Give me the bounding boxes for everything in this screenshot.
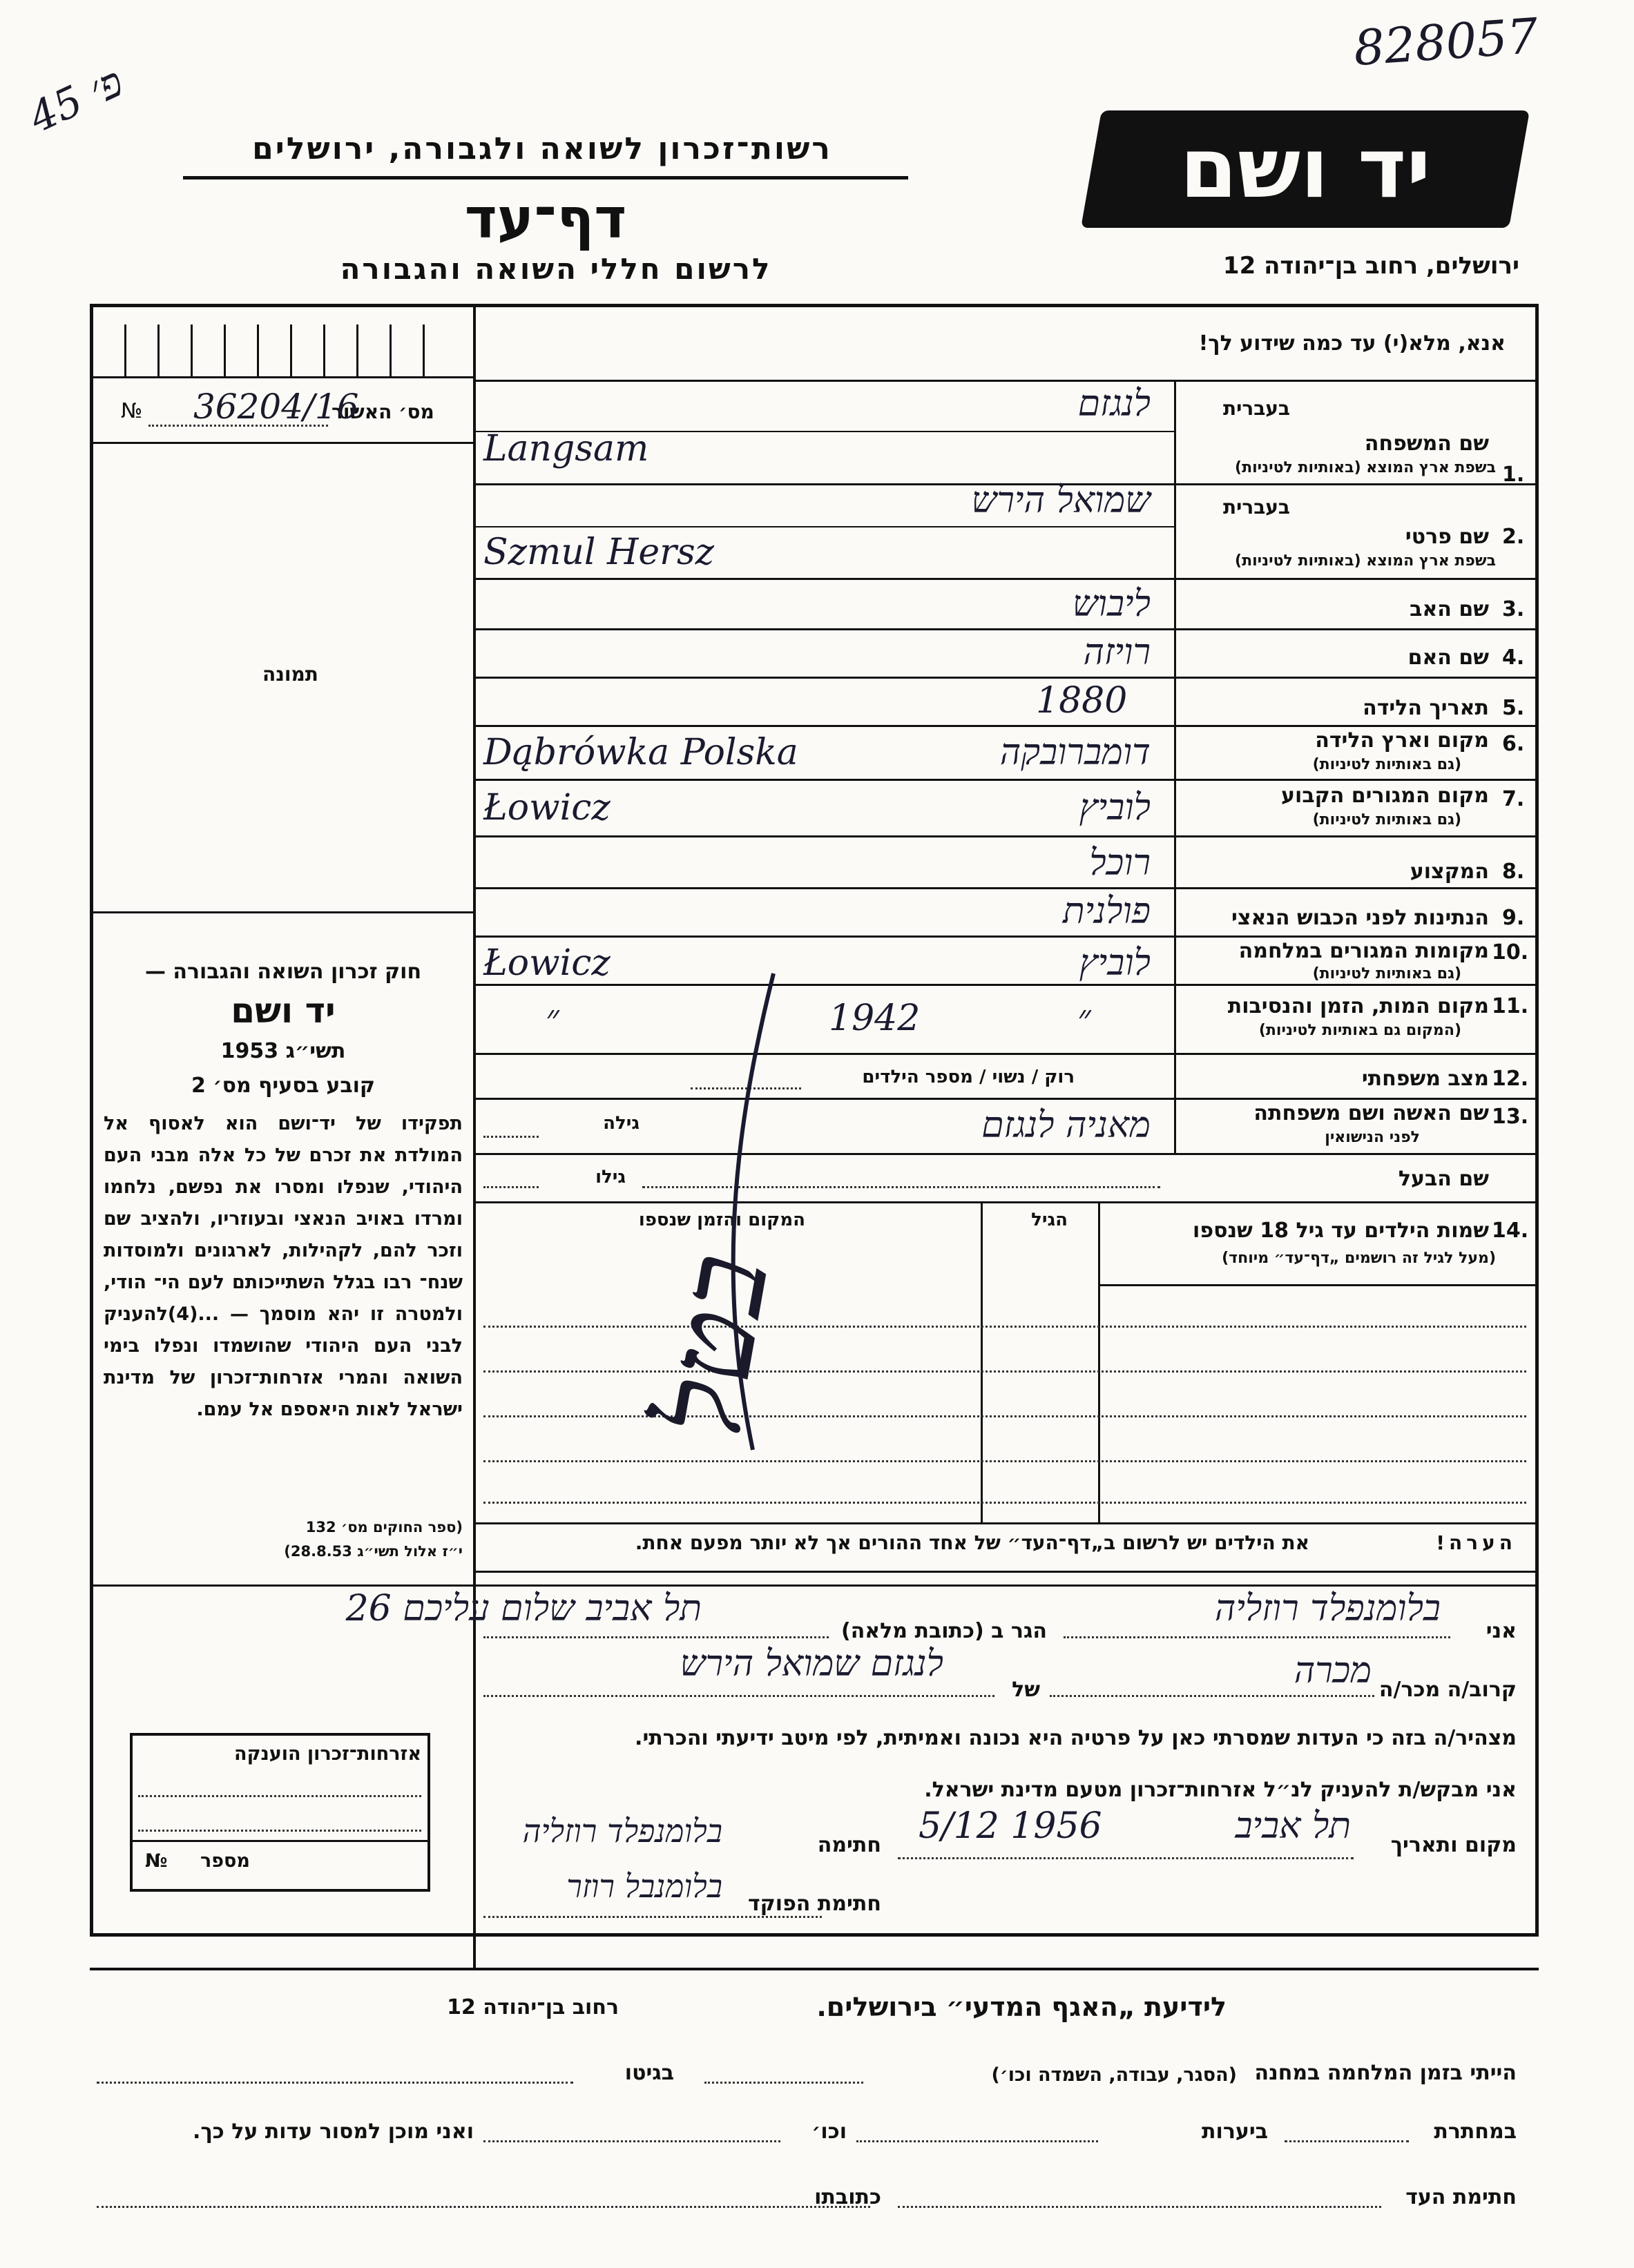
value-birth-place-latin: Dąbrówka Polska	[483, 732, 798, 773]
husband-label: שם הבעל	[1398, 1167, 1489, 1191]
row-rule-8	[473, 887, 1537, 889]
row-rule-2b	[473, 526, 1174, 527]
witness-of-name: לנגזם שמואל הירש	[680, 1643, 943, 1685]
footer-line1-dotted-2	[97, 2082, 573, 2084]
row-rule-4	[473, 677, 1537, 679]
field-1-label: שם המשפחה	[1364, 432, 1489, 456]
row-rule-2	[473, 578, 1537, 580]
field-13-num: 13.	[1492, 1105, 1529, 1129]
field-8-num: 8.	[1502, 860, 1525, 884]
children-bottom-rule	[473, 1522, 1537, 1524]
children-row-4	[483, 1460, 1526, 1462]
request-line-rule	[473, 380, 1537, 382]
field-4-num: 4.	[1502, 646, 1525, 670]
witness-request: אני מבקש/ת להעניק לנ״ל אזרחות־זכרון מטעם מדינת ישראל.	[924, 1778, 1517, 1802]
officer-signature: בלומנבל רוזר	[566, 1868, 722, 1905]
field-7-sub: (גם באותיות לטיניות)	[1312, 811, 1461, 828]
citizenship-title: אזרחות־זכרון הוענקה	[234, 1743, 421, 1765]
value-residence-hebrew: לוביץ	[1079, 787, 1151, 828]
children-row-1	[483, 1326, 1526, 1328]
field-12-label: מצב משפחתי	[1361, 1067, 1489, 1091]
note-text: את הילדים יש לרשום ב„דף־העד״ של אחד ההורים אך לא יותר מפעם אחת.	[635, 1531, 1309, 1554]
footer-line2-dotted-3	[483, 2140, 780, 2142]
field-6-num: 6.	[1502, 732, 1525, 756]
approval-rule	[93, 442, 473, 444]
field-9-label: הנתינות לפני הכבוש הנאצי	[1231, 906, 1489, 930]
request-line: אנא, מלא(י) עד כמה שידוע לך!	[1198, 331, 1506, 356]
header-address: ירושלים, רחוב בן־יהודה 12	[1222, 252, 1519, 280]
citizenship-rule	[133, 1840, 427, 1842]
note-label: הערה!	[1436, 1531, 1517, 1554]
footer-line3-dotted-2	[97, 2206, 870, 2208]
footer-line2-end: ואני מוכן למסור עדות על כך.	[193, 2120, 474, 2144]
place-date-dotted	[898, 1857, 1354, 1859]
children-col-age: הגיל	[1031, 1210, 1068, 1230]
field-3-label: שם האב	[1410, 597, 1489, 621]
footer-line2-dotted-1	[1285, 2140, 1409, 2142]
witness-declaration: מצהיר/ה בזה כי העדות שמסרתי כאן על פרטיה היא נכונה ואמיתית, לפי מיטב ידיעתי והכרתי.	[635, 1726, 1517, 1750]
field-1-num: 1.	[1502, 463, 1525, 487]
value-first-latin: Szmul Hersz	[483, 532, 715, 573]
value-death-year: 1942	[829, 998, 921, 1039]
value-birth-place-hebrew: דומברובקה	[999, 732, 1151, 773]
field-11-label: מקום המות, הזמן והנסיבות	[1227, 994, 1489, 1018]
citizenship-number-prefix: №	[145, 1850, 168, 1872]
approval-label: מס׳ האשור	[331, 400, 434, 423]
citizenship-dotted-1	[138, 1795, 421, 1797]
children-col-place-time: המקום והזמן שנספו	[638, 1210, 805, 1230]
footer-line3-start: חתימת העד	[1405, 2185, 1517, 2209]
row-rule-6	[473, 779, 1537, 781]
law-year: תשי״ג 1953	[220, 1039, 346, 1063]
archive-number: 828057	[1352, 7, 1540, 77]
footer-line1-dotted-1	[704, 2082, 863, 2084]
row-rule-9	[473, 936, 1537, 938]
field-13-sub: לפני הנישואין	[1325, 1129, 1420, 1146]
top-cells-rule	[93, 376, 473, 378]
photo-label: תמונה	[262, 663, 318, 686]
witness-name: בלומנפלד רוזליה	[1214, 1588, 1441, 1629]
value-profession: רוכל	[1089, 842, 1151, 884]
corner-note: פ׳ 45	[21, 57, 131, 143]
form-title: דף־עד	[464, 186, 627, 251]
footer-title: לידיעת „האגף המדעי״ בירושלים.	[816, 1992, 1227, 2022]
field-4-label: שם האם	[1407, 646, 1489, 670]
field-12-num: 12.	[1492, 1067, 1529, 1091]
footer-line2-start: במחתרת	[1434, 2120, 1517, 2144]
place-date-label: מקום ותאריך	[1390, 1833, 1517, 1857]
value-citizenship: פולנית	[1062, 891, 1151, 932]
field-11-sub: (המקום גם באותיות לטיניות)	[1258, 1022, 1461, 1039]
authority-name: רשות־זכרון לשואה ולגבורה, ירושלים	[252, 131, 832, 166]
footer-top-rule	[90, 1968, 1539, 1970]
footer-line1-paren: (הסגר, עבודה, השמדה וכו׳)	[991, 2064, 1237, 2086]
witness-relative-label: קרוב/ה מכר/ה	[1378, 1678, 1517, 1702]
field-6-sub: (גם באותיות לטיניות)	[1312, 756, 1461, 773]
signature-value: בלומנפלד רוזליה	[522, 1812, 722, 1850]
logo	[1081, 110, 1530, 228]
children-row-5	[483, 1502, 1526, 1504]
value-wartime-hebrew: לוביץ	[1079, 942, 1151, 984]
footer-line2-dotted-2	[856, 2140, 1098, 2142]
field-2-label: שם פרטי	[1405, 525, 1489, 549]
value-family-latin: Langsam	[483, 428, 649, 469]
field-5-num: 5.	[1502, 696, 1525, 720]
value-birth-date: 1880	[1036, 680, 1128, 721]
children-title: שמות הילדים עד גיל 18 שנספו	[1193, 1219, 1489, 1243]
row-rule-11	[473, 1053, 1537, 1055]
children-subtitle: (מעל לגיל זה רושמים „דף־עד״ מיוחד)	[1222, 1250, 1496, 1267]
children-col-divider-1	[1098, 1201, 1100, 1522]
field-12-options: רוק / נשוי / מספר הילדים	[862, 1067, 1075, 1087]
footer-address: רחוב בן־יהודה 12	[447, 1995, 619, 2019]
approval-number: 36204/16	[193, 387, 359, 427]
witness-i-label: אני	[1486, 1619, 1517, 1643]
value-wife: מאניה לנגזם	[981, 1105, 1151, 1146]
children-col-divider-2	[981, 1201, 983, 1522]
field-9-num: 9.	[1502, 906, 1525, 930]
note-top-rule	[473, 1571, 1537, 1573]
children-num: 14.	[1492, 1219, 1529, 1243]
field-11-num: 11.	[1492, 994, 1529, 1018]
field-3-num: 3.	[1502, 597, 1525, 621]
law-text: תפקידו של יד־ושם הוא לאסוף אל המולדת את זכרם של כל אלה מבני העם היהודי, שנפלו ומסרו את נפשם, נלחמו ומרדו באויב הנאצי ובעוזריו, ולהציב שם וזכר להם, לקהילות, לארגונים ולמוסדות שנח־ רבו בגלל השתייכותם לעם הי־ הודי, ולמטרה זו יהא מוסמך — ...(4)להעניק לבני העם היהודי שהושמדו ונפלו בימי השואה והמרי אזרחות־זכרון של מדינת ישראל לאות היאספם אל עמם.	[104, 1113, 463, 1420]
officer-label: חתימת הפוקד	[748, 1892, 881, 1916]
left-column-divider	[473, 307, 476, 1968]
field-10-num: 10.	[1492, 940, 1529, 965]
value-death-ditto-2: ״	[1077, 998, 1091, 1039]
field-6-label: מקום וארץ הלידה	[1315, 728, 1489, 753]
header-rule	[183, 176, 908, 180]
footer-line2-etc: וכו׳	[811, 2120, 847, 2144]
law-source-1: (ספר החוקים מס׳ 132	[305, 1519, 463, 1535]
citizenship-dotted-2	[138, 1830, 421, 1832]
value-first-hebrew: שמואל הירש	[971, 480, 1151, 521]
field-7-num: 7.	[1502, 787, 1525, 811]
law-clause: קובע בסעיף מס׳ 2	[191, 1074, 376, 1098]
footer-line3-dotted-1	[898, 2206, 1381, 2208]
field-13-age-label: גילה	[603, 1113, 640, 1134]
place-value: תל אביב	[1235, 1805, 1351, 1847]
value-wartime-latin: Łowicz	[483, 942, 611, 984]
witness-address-dotted	[483, 1636, 829, 1638]
field-7-label: מקום המגורים הקבוע	[1281, 784, 1489, 808]
law-yad-vashem: יד ושם	[231, 991, 336, 1031]
law-source-2: י״ז אלול תשי״ג 28.8.53)	[284, 1543, 463, 1560]
officer-dotted	[483, 1916, 822, 1918]
field-2-sub: בשפת ארץ המוצא (באותיות לטיניות)	[1235, 552, 1496, 570]
witness-relation: מכרה	[1294, 1650, 1372, 1692]
witness-of-dotted	[483, 1695, 994, 1697]
row-rule-14	[473, 1201, 1537, 1203]
children-header-rule	[1098, 1284, 1537, 1286]
note-bottom-rule	[93, 1584, 1537, 1587]
value-father: ליבוש	[1072, 583, 1151, 625]
row-rule-5	[473, 725, 1537, 727]
value-death-ditto-1: ״	[546, 998, 559, 1039]
row-rule-3	[473, 628, 1537, 630]
witness-resides-label: הגר ב (כתובת מלאה)	[840, 1619, 1047, 1643]
field-10-label: מקומות המגורים במלחמה	[1238, 939, 1489, 963]
law-title: חוק זכרון השואה והגבורה —	[144, 960, 422, 984]
logo-text: יד ושם	[1180, 121, 1431, 217]
diagonal-mark: בטל	[629, 1243, 796, 1448]
footer-line1-start: הייתי בזמן המלחמה במחנה	[1254, 2061, 1517, 2085]
row-rule-7	[473, 835, 1537, 837]
husband-age-label: גילו	[595, 1167, 626, 1188]
witness-address: תל אביב שלום עליכם 26	[345, 1588, 702, 1629]
witness-name-dotted	[1064, 1636, 1450, 1638]
approval-prefix: №	[121, 399, 143, 423]
value-residence-latin: Łowicz	[483, 787, 611, 828]
field-13-label: שם האשה ושם משפחתה	[1253, 1101, 1489, 1125]
form-subtitle: לרשום חללי השואה והגבורה	[340, 252, 772, 286]
row-rule-13	[473, 1153, 1537, 1155]
field-13-age-dotted	[483, 1136, 539, 1138]
footer-line3-address: כתובתו	[814, 2185, 881, 2209]
value-mother: רויזה	[1083, 632, 1151, 673]
field-1-sub: בשפת ארץ המוצא (באותיות לטיניות)	[1235, 459, 1496, 476]
date-value: 5/12 1956	[919, 1805, 1102, 1847]
row-rule-10	[473, 984, 1537, 986]
value-family-hebrew: לנגזם	[1077, 383, 1151, 425]
citizenship-number-label: מספר	[200, 1850, 250, 1872]
witness-of-label: של	[1012, 1678, 1040, 1702]
field-2-hebrew-tag: בעברית	[1222, 496, 1290, 518]
field-8-label: המקצוע	[1410, 860, 1489, 884]
field-5-label: תאריך הלידה	[1363, 696, 1489, 720]
label-divider	[1174, 380, 1176, 1153]
top-tick-marks	[124, 324, 456, 376]
field-10-sub: (גם באותיות לטיניות)	[1312, 965, 1461, 982]
approval-dotted	[148, 425, 328, 427]
field-1-hebrew-tag: בעברית	[1222, 397, 1290, 420]
footer-line2-forests: ביערות	[1202, 2120, 1268, 2144]
field-2-num: 2.	[1502, 525, 1525, 549]
footer-line1-end: בגיטו	[624, 2061, 674, 2085]
witness-relation-dotted	[1050, 1695, 1374, 1697]
row-rule-12	[473, 1098, 1537, 1100]
photo-box-rule	[93, 911, 473, 913]
signature-label: חתימה	[817, 1833, 881, 1857]
husband-age-dotted	[483, 1186, 539, 1188]
